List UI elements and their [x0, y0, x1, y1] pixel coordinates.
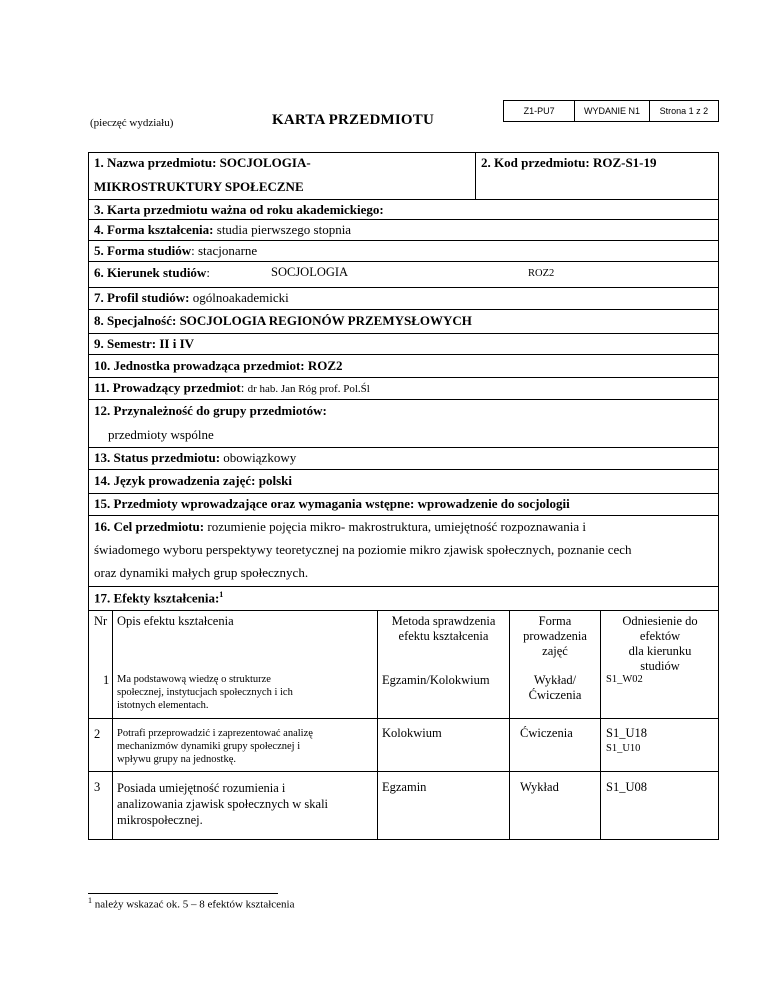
desc-line: mechanizmów dynamiki grupy społecznej i	[117, 741, 301, 752]
field-education-form-row	[88, 220, 719, 241]
field-language-row	[88, 470, 719, 494]
field-field-of-study-row	[88, 262, 719, 288]
field-lecturer-row	[88, 378, 719, 400]
table-header-form	[510, 614, 600, 659]
field-study-form-label: 5. Forma studiów	[94, 243, 192, 258]
document-edition: WYDANIE N1	[575, 101, 649, 121]
field-lecturer-label: 11. Prowadzący przedmiot	[94, 380, 241, 395]
footnote-separator	[88, 893, 278, 894]
row-method: Egzamin	[382, 780, 427, 794]
field-specialty: 8. Specjalność: SOCJOLOGIA REGIONÓW PRZEMYSŁOWYCH	[94, 313, 472, 328]
field-prerequisites: 15. Przedmioty wprowadzające oraz wymagania wstępne: wprowadzenie do socjologii	[94, 496, 570, 511]
field-education-form-value: studia pierwszego stopnia	[213, 222, 352, 237]
field-specialty-row	[88, 310, 719, 334]
field-group-row	[88, 400, 719, 448]
header-line: prowadzenia	[523, 629, 587, 643]
row-ref: S1_U08	[606, 780, 647, 794]
field-course-goal-line3: oraz dynamiki małych grup społecznych.	[94, 565, 309, 580]
field-group-value: przedmioty wspólne	[108, 427, 214, 442]
row-form: Ćwiczenia	[520, 726, 573, 740]
table-header-desc: Opis efektu kształcenia	[117, 614, 234, 628]
field-study-form-row	[88, 241, 719, 262]
desc-line: społecznej, instytucjach społecznych i ich	[117, 687, 293, 698]
field-profile-value: ogólnoakademicki	[189, 290, 289, 305]
field-course-goal-line2: świadomego wyboru perspektywy teoretycznej na poziomie mikro zjawisk społecznych, poznanie cech	[94, 542, 632, 557]
field-field-of-study-label: 6. Kierunek studiów	[94, 265, 207, 280]
header-line: efektów	[639, 629, 681, 643]
field-valid-from-row	[88, 200, 719, 220]
field-valid-from: 3. Karta przedmiotu ważna od roku akademickiego:	[94, 202, 384, 217]
desc-line: Ma podstawową wiedzę o strukturze	[117, 674, 271, 685]
field-education-form-label: 4. Forma kształcenia:	[94, 222, 214, 237]
field-status-row	[88, 448, 719, 470]
row-method: Kolokwium	[382, 726, 442, 740]
header-line: Odniesienie do	[622, 614, 698, 628]
desc-line: Potrafi przeprowadzić i zaprezentować analizę	[117, 728, 313, 739]
desc-line: mikrospołecznej.	[117, 813, 203, 827]
row-ref-2: S1_U10	[606, 743, 641, 754]
header-line: zajęć	[542, 644, 568, 658]
footnote	[88, 896, 295, 911]
header-line: efektu kształcenia	[398, 629, 489, 643]
form-line: Ćwiczenia	[528, 688, 582, 702]
row-desc	[117, 727, 313, 766]
colon: :	[206, 265, 210, 280]
field-course-name: 1. Nazwa przedmiotu: SOCJOLOGIA-	[94, 155, 311, 170]
form-line: Wykład/	[533, 673, 577, 687]
row-divider	[88, 718, 719, 719]
field-course-code: 2. Kod przedmiotu: ROZ-S1-19	[481, 155, 657, 170]
footnote-mark: 1	[88, 896, 92, 905]
header-line: Metoda sprawdzenia	[391, 614, 496, 628]
field-unit-row	[88, 355, 719, 378]
field-course-name-row	[88, 152, 719, 200]
field-status-label: 13. Status przedmiotu:	[94, 450, 221, 465]
table-header-ref	[601, 614, 719, 674]
desc-line: istotnych elementach.	[117, 700, 209, 711]
row-ref: S1_U18	[606, 726, 647, 740]
row-nr: 2	[94, 727, 101, 741]
document-code: Z1-PU7	[504, 101, 575, 121]
row-form	[510, 673, 600, 703]
row-desc	[117, 673, 293, 712]
row-ref: S1_W02	[606, 674, 643, 685]
table-header-method	[378, 614, 509, 644]
field-semester: 9. Semestr: II i IV	[94, 336, 195, 351]
footnote-ref: 1	[219, 590, 224, 599]
divider	[475, 152, 476, 199]
table-header-nr: Nr	[94, 614, 108, 628]
row-nr: 1	[103, 673, 110, 687]
colon: :	[240, 380, 248, 395]
desc-line: analizowania zjawisk społecznych w skali	[117, 797, 329, 811]
field-status-value: obowiązkowy	[220, 450, 297, 465]
field-course-goal-label: 16. Cel przedmiotu:	[94, 519, 205, 534]
header-line: studiów	[640, 659, 680, 673]
col-divider	[112, 611, 113, 839]
field-prerequisites-row	[88, 494, 719, 516]
field-lecturer-value: dr hab. Jan Róg prof. Pol.Śl	[247, 383, 370, 395]
row-divider	[88, 771, 719, 772]
row-nr: 3	[94, 780, 101, 794]
field-study-form-value: : stacjonarne	[191, 243, 258, 258]
document-page: Strona 1 z 2	[659, 106, 709, 116]
field-field-of-study-code: ROZ2	[528, 268, 555, 279]
field-course-goal-line1: rozumienie pojęcia mikro- makrostruktura, umiejętność rozpoznawania i	[204, 519, 587, 534]
row-form: Wykład	[520, 780, 559, 794]
field-learning-outcomes-row	[88, 587, 719, 611]
desc-line: Posiada umiejętność rozumienia i	[117, 781, 286, 795]
faculty-stamp-label: (pieczęć wydziału)	[90, 117, 174, 129]
row-method: Egzamin/Kolokwium	[382, 673, 490, 687]
desc-line: wpływu grupy na jednostkę.	[117, 754, 236, 765]
field-unit: 10. Jednostka prowadząca przedmiot: ROZ2	[94, 358, 343, 373]
header-line: dla kierunku	[628, 644, 692, 658]
document-code-box	[503, 100, 719, 122]
field-group-label: 12. Przynależność do grupy przedmiotów:	[94, 403, 327, 418]
row-desc	[117, 780, 328, 828]
field-course-name-cont: MIKROSTRUKTURY SPOŁECZNE	[94, 179, 304, 194]
field-profile-label: 7. Profil studiów:	[94, 290, 190, 305]
field-course-goal-row	[88, 516, 719, 587]
footnote-text: należy wskazać ok. 5 – 8 efektów kształcenia	[92, 898, 295, 911]
field-language: 14. Język prowadzenia zajęć: polski	[94, 473, 292, 488]
field-learning-outcomes-label: 17. Efekty kształcenia:	[94, 590, 220, 606]
page-title: KARTA PRZEDMIOTU	[272, 112, 434, 128]
field-profile-row	[88, 288, 719, 310]
field-field-of-study-value: SOCJOLOGIA	[271, 265, 349, 279]
col-divider	[377, 611, 378, 839]
field-semester-row	[88, 334, 719, 355]
header-line: Forma	[538, 614, 572, 628]
